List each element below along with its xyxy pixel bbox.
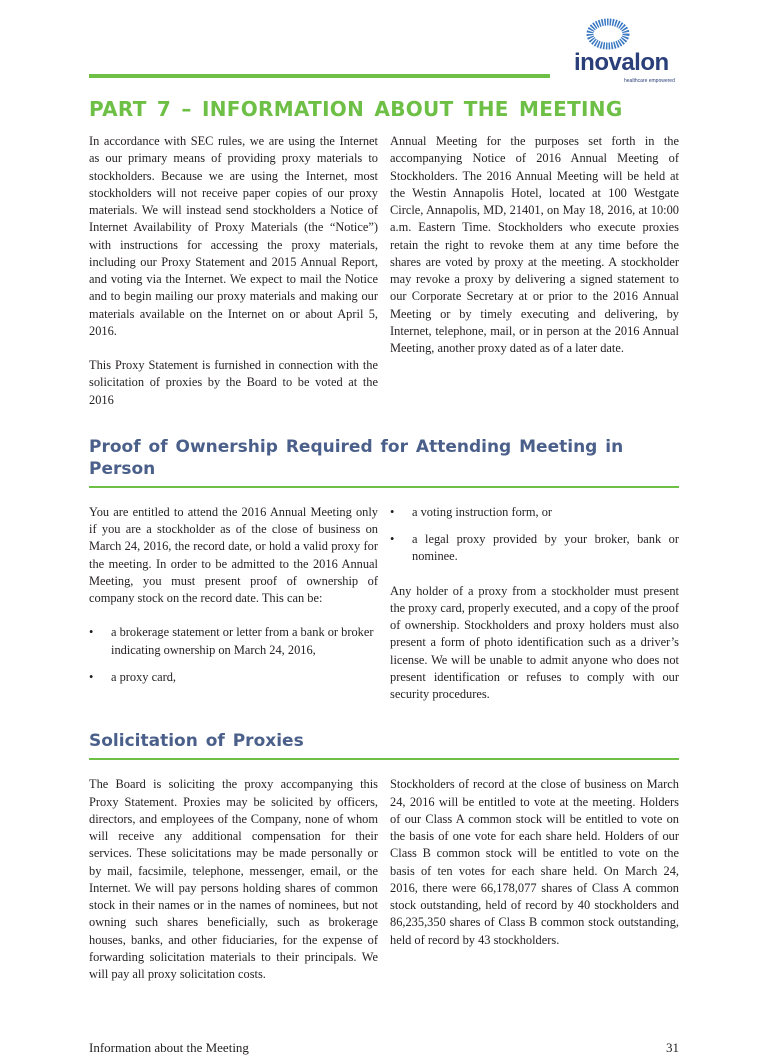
header-rule xyxy=(89,74,550,78)
page-number: 31 xyxy=(666,1040,679,1056)
paragraph: Stockholders of record at the close of business on March 24, 2016 will be entitled to vote at the meeting. Holders of our Class A common stock will be entitled to vote on the basis of one vote for each share held. Holders of our Class B common stock will be entitled to vote on the basis of ten votes for each share held. On March 24, 2016, there were 66,178,077 shares of Class A common stock outstanding, held of record by 40 stockholders and 86,235,350 shares of Class B common stock outstanding, held of record by 43 stockholders. xyxy=(390,777,679,947)
footer xyxy=(89,1040,679,1056)
paragraph: Any holder of a proxy from a stockholder must present the proxy card, properly executed, and a copy of the proof of ownership. Stockholders and proxy holders must also present a form of photo identification such as a driver’s license. We will be unable to admit anyone who does not present identification or refuses to comply with our security procedures. xyxy=(390,583,679,701)
solicitation-right-column xyxy=(390,776,679,1000)
paragraph: Annual Meeting for the purposes set forth in the accompanying Notice of 2016 Annual Meeting of Stockholders. The 2016 Annual Meeting will be held at the Westin Annapolis Hotel, located at 100 Westgate Circle, Annapolis, MD, 21401, on May 18, 2016, at 10:00 a.m. Eastern Time. Stockholders who execute proxies retain the right to revoke them at any time before the shares are voted by proxy at the meeting. A stockholder may revoke a proxy by delivering a signed statement to our Corporate Secretary at or prior to the 2016 Annual Meeting or by timely executing and delivering, by Internet, telephone, mail, or in person at the 2016 Annual Meeting, another proxy dated as of a later date. xyxy=(390,134,679,355)
section-title-proof-of-ownership: Proof of Ownership Required for Attending Meeting in Person xyxy=(89,436,624,479)
list-item: • a voting instruction form, or xyxy=(390,504,679,521)
logo-tagline: healthcare empowered xyxy=(624,78,675,84)
list-item: • a proxy card, xyxy=(89,669,378,686)
bullet-icon: • xyxy=(89,669,94,684)
intro-left-column xyxy=(89,133,378,426)
paragraph: You are entitled to attend the 2016 Annual Meeting only if you are a stockholder as of the close of business on March 24, 2016, the record date, or hold a valid proxy for the meeting. In order to be admitted to the 2016 Annual Meeting, you must present proof of ownership of company stock on the record date. This can be: xyxy=(89,504,378,605)
bullet-list xyxy=(89,624,378,686)
section-rule xyxy=(89,486,679,488)
bullet-list xyxy=(390,504,679,566)
section-rule xyxy=(89,758,679,760)
solicitation-section xyxy=(89,776,679,1000)
list-item: • a legal proxy provided by your broker, bank or nominee. xyxy=(390,532,679,564)
list-item: • a brokerage statement or letter from a bank or broker indicating ownership on March 24, 2016, xyxy=(89,625,374,657)
intro-section xyxy=(89,133,679,426)
paragraph: In accordance with SEC rules, we are using the Internet as our primary means of providing proxy materials to stockholders. Because we are using the Internet, most stockholders will not receive paper copies of our proxy materials. We will instead send stockholders a Notice of Internet Availability of Proxy Materials (the “Notice”) with instructions for accessing the proxy materials, including our Proxy Statement and 2015 Annual Report, and voting via the Internet. We expect to mail the Notice and to begin mailing our proxy materials and making our materials available on the Internet on or about April 5, 2016. xyxy=(89,134,378,338)
bullet-icon: • xyxy=(89,625,94,640)
paragraph: This Proxy Statement is furnished in connection with the solicitation of proxies by the Board to be voted at the 2016 xyxy=(89,358,378,407)
paragraph: The Board is soliciting the proxy accompanying this Proxy Statement. Proxies may be solicited by officers, directors, and employees of the Company, none of whom will receive any additional compensation for their services. These solicitations may be made personally or by mail, facsimile, telephone, messenger, email, or the Internet. We will pay persons holding shares of common stock in their names or in the names of nominees, but not owning such shares beneficially, such as brokerage houses, banks, and other fiduciaries, for the expense of forwarding solicitation materials to their principals. We will pay all proxy solicitation costs. xyxy=(89,777,378,981)
intro-right-column xyxy=(390,133,679,426)
logo-ring-icon xyxy=(566,18,686,52)
part-title: PART 7 – INFORMATION ABOUT THE MEETING xyxy=(89,97,623,121)
proof-section xyxy=(89,504,679,721)
footer-section-name: Information about the Meeting xyxy=(89,1040,249,1056)
solicitation-left-column xyxy=(89,776,378,1000)
inovalon-logo xyxy=(566,18,686,90)
bullet-icon: • xyxy=(390,532,395,546)
proof-right-column xyxy=(390,504,679,721)
logo-wordmark: inovalon xyxy=(574,49,669,76)
section-title-solicitation: Solicitation of Proxies xyxy=(89,731,304,752)
bullet-icon: • xyxy=(390,504,395,519)
proof-left-column xyxy=(89,504,378,721)
page-content xyxy=(89,96,679,1056)
